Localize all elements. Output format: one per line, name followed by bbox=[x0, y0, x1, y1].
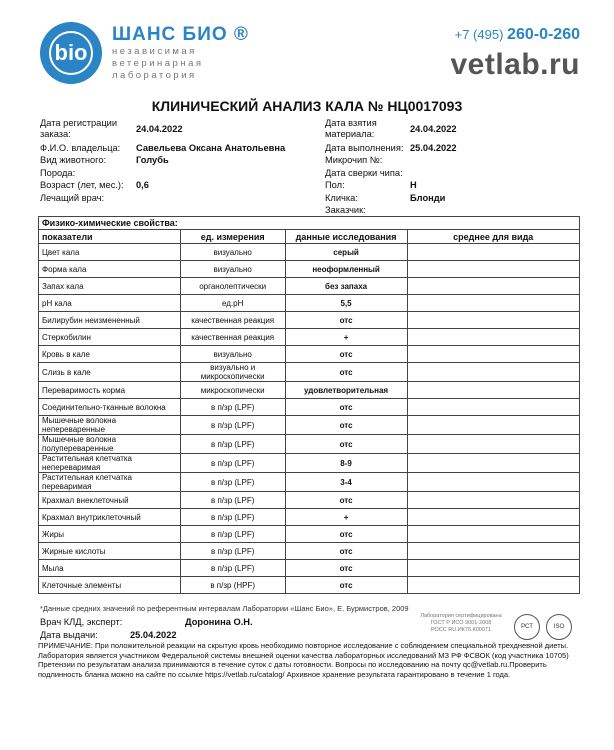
row-value: отс bbox=[285, 416, 407, 435]
row-reference bbox=[407, 363, 580, 382]
row-unit: в п/зр (HPF) bbox=[180, 577, 285, 594]
row-value: 5,5 bbox=[285, 295, 407, 312]
row-name: Мыла bbox=[39, 560, 181, 577]
row-value: 3-4 bbox=[285, 473, 407, 492]
row-value: удовлетворительная bbox=[285, 382, 407, 399]
expert-value: Доронина О.Н. bbox=[185, 617, 253, 627]
row-unit: в п/зр (LPF) bbox=[180, 509, 285, 526]
row-value: отс bbox=[285, 312, 407, 329]
done-label: Дата выполнения: bbox=[325, 143, 404, 153]
row-name: Стеркобилин bbox=[39, 329, 181, 346]
table-row bbox=[39, 295, 580, 312]
row-value: отс bbox=[285, 399, 407, 416]
species-value: Голубь bbox=[136, 155, 169, 165]
phone[interactable] bbox=[455, 26, 580, 44]
reg-label-2: заказа: bbox=[40, 129, 71, 139]
row-name: Цвет кала bbox=[39, 244, 181, 261]
row-reference bbox=[407, 244, 580, 261]
row-reference bbox=[407, 346, 580, 363]
row-name: Кровь в кале bbox=[39, 346, 181, 363]
reg-label-1: Дата регистрации bbox=[40, 118, 118, 128]
table-row bbox=[39, 454, 580, 473]
row-reference bbox=[407, 473, 580, 492]
row-name: Билирубин неизмененный bbox=[39, 312, 181, 329]
row-reference bbox=[407, 577, 580, 594]
customer-label: Заказчик: bbox=[325, 205, 366, 215]
row-reference bbox=[407, 509, 580, 526]
table-row bbox=[39, 244, 580, 261]
row-name: Растительная клетчатка непереваримая bbox=[39, 454, 181, 473]
table-row bbox=[39, 526, 580, 543]
expert-label: Врач КЛД, эксперт: bbox=[40, 617, 123, 627]
row-reference bbox=[407, 416, 580, 435]
sample-value: 24.04.2022 bbox=[410, 124, 457, 134]
table-row bbox=[39, 577, 580, 594]
chip-label: Микрочип №: bbox=[325, 155, 383, 165]
header-value: данные исследования bbox=[285, 230, 407, 244]
table-row bbox=[39, 382, 580, 399]
iso-mark-icon: ISO bbox=[546, 614, 572, 640]
age-label: Возраст (лет, мес.): bbox=[40, 180, 124, 190]
site-link[interactable]: vetlab.ru bbox=[450, 48, 580, 81]
row-name: Растительная клетчатка переваримая bbox=[39, 473, 181, 492]
pct-mark-icon: РСТ bbox=[514, 614, 540, 640]
row-unit: в п/зр (LPF) bbox=[180, 543, 285, 560]
row-reference bbox=[407, 261, 580, 278]
row-unit: микроскопически bbox=[180, 382, 285, 399]
row-name: Крахмал внеклеточный bbox=[39, 492, 181, 509]
row-unit: визуально bbox=[180, 244, 285, 261]
row-name: Жиры bbox=[39, 526, 181, 543]
phone-number: 260-0-260 bbox=[507, 26, 580, 43]
table-row bbox=[39, 509, 580, 526]
phone-prefix: +7 (495) bbox=[454, 27, 504, 42]
row-unit: в п/зр (LPF) bbox=[180, 435, 285, 454]
table-row bbox=[39, 261, 580, 278]
row-value: отс bbox=[285, 543, 407, 560]
header-unit: ед. измерения bbox=[180, 230, 285, 244]
row-unit: в п/зр (LPF) bbox=[180, 492, 285, 509]
table-row bbox=[39, 473, 580, 492]
row-value: без запаха bbox=[285, 278, 407, 295]
note: ПРИМЕЧАНИЕ: При положительной реакции на скрытую кровь необходимо повторное исследование с соблюдением специальной трехдневной диеты. Лаборатория является участником Федеральной системы внешней оценки качества лабораторных исследований МЗ РФ ФСВОК (код участника 10705) Претензии по результатам анализа принимаются в течение суток с даты готовности. Вопросы по исследованию на почту qc@vetlab.ru.Проверить подлинность бланка можно на сайте по ссылке https://vetlab.ru/catalog/ Архивное хранение результата гарантировано в течение 1 года. bbox=[38, 641, 569, 679]
row-reference bbox=[407, 454, 580, 473]
row-value: отс bbox=[285, 435, 407, 454]
row-reference bbox=[407, 329, 580, 346]
tagline-line-3: лаборатория bbox=[112, 70, 197, 81]
row-unit: качественная реакция bbox=[180, 329, 285, 346]
row-value: неоформленный bbox=[285, 261, 407, 278]
row-reference bbox=[407, 278, 580, 295]
header-reference: среднее для вида bbox=[407, 230, 580, 244]
row-name: Соединительно-тканные волокна bbox=[39, 399, 181, 416]
doctor-label: Лечащий врач: bbox=[40, 193, 105, 203]
row-unit: качественная реакция bbox=[180, 312, 285, 329]
table-row bbox=[39, 435, 580, 454]
cert-line-1: Лаборатория сертифицирована bbox=[420, 613, 502, 619]
row-unit: визуально bbox=[180, 261, 285, 278]
nick-value: Блонди bbox=[410, 193, 446, 203]
reg-value: 24.04.2022 bbox=[136, 124, 183, 134]
table-row bbox=[39, 543, 580, 560]
sex-label: Пол: bbox=[325, 180, 345, 190]
row-reference bbox=[407, 526, 580, 543]
reference-note: *Данные средних значений по референтным интервалам Лаборатории «Шанс Био», Е. Бурмистров, 2009 bbox=[40, 604, 409, 613]
section-title: Физико-химические свойства: bbox=[39, 217, 580, 230]
issue-value: 25.04.2022 bbox=[130, 630, 177, 640]
sample-label-2: материала: bbox=[325, 129, 375, 139]
row-value: отс bbox=[285, 363, 407, 382]
sample-label-1: Дата взятия bbox=[325, 118, 377, 128]
issue-label: Дата выдачи: bbox=[40, 630, 98, 640]
row-unit: в п/зр (LPF) bbox=[180, 399, 285, 416]
table-row bbox=[39, 329, 580, 346]
done-value: 25.04.2022 bbox=[410, 143, 457, 153]
nick-label: Кличка: bbox=[325, 193, 358, 203]
row-value: отс bbox=[285, 526, 407, 543]
age-value: 0,6 bbox=[136, 180, 149, 190]
row-value: + bbox=[285, 509, 407, 526]
row-value: + bbox=[285, 329, 407, 346]
row-reference bbox=[407, 399, 580, 416]
table-row bbox=[39, 416, 580, 435]
row-value: серый bbox=[285, 244, 407, 261]
row-unit: органолептически bbox=[180, 278, 285, 295]
row-name: Жирные кислоты bbox=[39, 543, 181, 560]
row-reference bbox=[407, 435, 580, 454]
row-unit: в п/зр (LPF) bbox=[180, 416, 285, 435]
cert-line-3: РОСС RU.ИК76.К00071 bbox=[430, 627, 492, 633]
row-unit: визуально bbox=[180, 346, 285, 363]
cert-line-2: ГОСТ Р ИСО 9001-2008 bbox=[430, 620, 492, 626]
row-value: отс bbox=[285, 346, 407, 363]
table-row bbox=[39, 560, 580, 577]
row-unit: в п/зр (LPF) bbox=[180, 560, 285, 577]
row-reference bbox=[407, 492, 580, 509]
breed-label: Порода: bbox=[40, 168, 76, 178]
table-row bbox=[39, 278, 580, 295]
row-value: отс bbox=[285, 560, 407, 577]
header-indicator: показатели bbox=[39, 230, 181, 244]
certification bbox=[416, 613, 506, 634]
row-reference bbox=[407, 312, 580, 329]
row-reference bbox=[407, 295, 580, 312]
tagline-line-1: независимая bbox=[112, 46, 197, 57]
sex-value: Н bbox=[410, 180, 417, 190]
row-value: отс bbox=[285, 492, 407, 509]
header-row bbox=[39, 230, 580, 244]
table-row bbox=[39, 399, 580, 416]
row-name: Форма кала bbox=[39, 261, 181, 278]
results-table bbox=[38, 216, 580, 594]
row-name: Мышечные волокна непереваренные bbox=[39, 416, 181, 435]
row-value: 8-9 bbox=[285, 454, 407, 473]
table-row bbox=[39, 492, 580, 509]
owner-label: Ф.И.О. владельца: bbox=[40, 143, 121, 153]
row-name: Мышечные волокна полупереваренные bbox=[39, 435, 181, 454]
tagline-line-2: ветеринарная bbox=[112, 58, 204, 69]
row-unit: визуально и микроскопически bbox=[180, 363, 285, 382]
row-name: Слизь в кале bbox=[39, 363, 181, 382]
species-label: Вид животного: bbox=[40, 155, 107, 165]
table-row bbox=[39, 346, 580, 363]
row-name: Запах кала bbox=[39, 278, 181, 295]
logo-text: bio bbox=[49, 31, 93, 75]
row-name: pH кала bbox=[39, 295, 181, 312]
row-unit: ед.pH bbox=[180, 295, 285, 312]
row-name: Крахмал внутриклеточный bbox=[39, 509, 181, 526]
row-value: отс bbox=[285, 577, 407, 594]
brand-name: ШАНС БИО ® bbox=[112, 24, 249, 45]
owner-value: Савельева Оксана Анатольевна bbox=[136, 143, 286, 153]
chipdate-label: Дата сверки чипа: bbox=[325, 168, 403, 178]
page-title: КЛИНИЧЕСКИЙ АНАЛИЗ КАЛА № НЦ0017093 bbox=[151, 98, 463, 114]
row-reference bbox=[407, 543, 580, 560]
table-row bbox=[39, 363, 580, 382]
row-unit: в п/зр (LPF) bbox=[180, 526, 285, 543]
row-reference bbox=[407, 560, 580, 577]
row-reference bbox=[407, 382, 580, 399]
row-name: Переваримость корма bbox=[39, 382, 181, 399]
row-unit: в п/зр (LPF) bbox=[180, 454, 285, 473]
table-row bbox=[39, 312, 580, 329]
row-unit: в п/зр (LPF) bbox=[180, 473, 285, 492]
section-row bbox=[39, 217, 580, 230]
row-name: Клеточные элементы bbox=[39, 577, 181, 594]
